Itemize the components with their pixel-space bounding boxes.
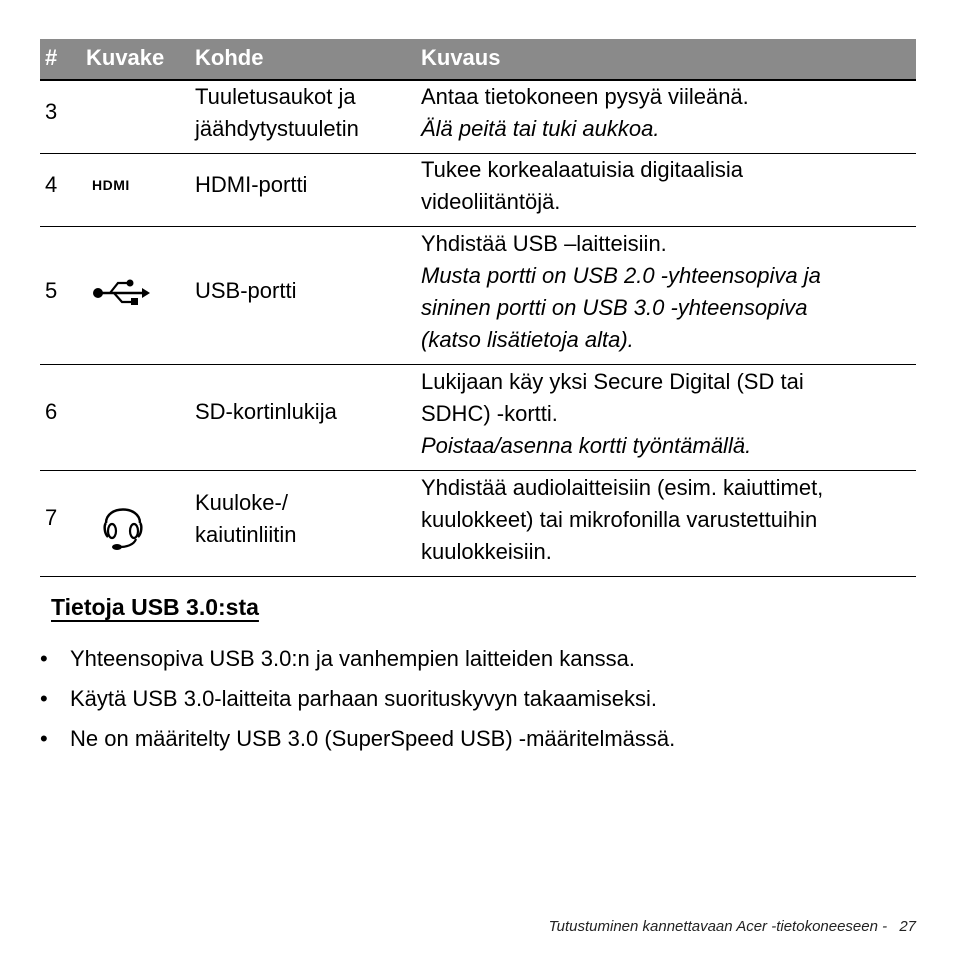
row-description bbox=[421, 154, 916, 218]
ports-table bbox=[40, 39, 916, 577]
section-heading bbox=[51, 594, 259, 621]
row-number: 5 bbox=[45, 278, 58, 303]
row-description bbox=[421, 81, 916, 145]
header-icon: Kuvake bbox=[86, 45, 165, 70]
desc-line: kuulokkeisiin. bbox=[421, 539, 552, 564]
target-line: Tuuletusaukot ja bbox=[195, 84, 356, 109]
desc-line: Yhdistää audiolaitteisiin (esim. kaiuttimet, bbox=[421, 475, 824, 500]
desc-line: Tukee korkealaatuisia digitaalisia bbox=[421, 157, 744, 182]
desc-line: Antaa tietokoneen pysyä viileänä. bbox=[421, 84, 749, 109]
desc-italic-line: Musta portti on USB 2.0 -yhteensopiva ja bbox=[421, 263, 821, 288]
table-row bbox=[40, 154, 916, 227]
desc-line: Lukijaan käy yksi Secure Digital (SD tai bbox=[421, 369, 804, 394]
row-number: 7 bbox=[45, 505, 58, 530]
row-number: 6 bbox=[45, 399, 58, 424]
bullet-list bbox=[40, 646, 675, 766]
desc-line: SDHC) -kortti. bbox=[421, 401, 558, 426]
row-target bbox=[195, 81, 359, 145]
list-item-text: Ne on määritelty USB 3.0 (SuperSpeed USB) -määritelmässä. bbox=[70, 726, 676, 751]
desc-line: videoliitäntöjä. bbox=[421, 189, 561, 214]
target-line: kaiutinliitin bbox=[195, 522, 297, 547]
page-footer bbox=[549, 918, 916, 935]
desc-line: Yhdistää USB –laitteisiin. bbox=[421, 231, 667, 256]
list-item bbox=[40, 686, 675, 726]
target-line: jäähdytystuuletin bbox=[195, 116, 359, 141]
table-row bbox=[40, 227, 916, 365]
headset-icon bbox=[96, 493, 150, 562]
row-number: 4 bbox=[45, 172, 58, 197]
bullet-icon: • bbox=[40, 646, 48, 671]
list-item bbox=[40, 646, 675, 686]
row-target bbox=[195, 487, 297, 551]
footer-text: Tutustuminen kannettavaan Acer -tietokoneeseen - bbox=[548, 918, 888, 935]
section-heading-text: Tietoja USB 3.0:sta bbox=[51, 594, 259, 620]
row-target bbox=[195, 169, 307, 201]
desc-italic-line: (katso lisätietoja alta). bbox=[421, 327, 634, 352]
header-desc: Kuvaus bbox=[421, 45, 501, 70]
row-number: 3 bbox=[45, 99, 58, 124]
usb-icon bbox=[90, 277, 152, 316]
desc-line: kuulokkeet) tai mikrofonilla varustettuihin bbox=[421, 507, 818, 532]
row-description bbox=[421, 472, 916, 568]
bullet-icon: • bbox=[40, 726, 48, 751]
desc-italic-line: sininen portti on USB 3.0 -yhteensopiva bbox=[421, 295, 808, 320]
list-item-text: Yhteensopiva USB 3.0:n ja vanhempien laitteiden kanssa. bbox=[70, 646, 636, 671]
desc-italic-line: Poistaa/asenna kortti työntämällä. bbox=[421, 433, 752, 458]
svg-text:HDMI: HDMI bbox=[92, 177, 130, 193]
target-line: USB-portti bbox=[195, 278, 297, 303]
bullet-icon: • bbox=[40, 686, 48, 711]
table-row bbox=[40, 365, 916, 471]
page-number: 27 bbox=[899, 918, 916, 935]
row-description bbox=[421, 366, 916, 462]
target-line: SD-kortinlukija bbox=[195, 399, 337, 424]
hdmi-icon bbox=[90, 172, 152, 205]
list-item bbox=[40, 726, 675, 766]
table-row bbox=[40, 471, 916, 577]
table-header bbox=[40, 39, 916, 81]
row-target bbox=[195, 396, 337, 428]
list-item-text: Käytä USB 3.0-laitteita parhaan suorituskyvyn takaamiseksi. bbox=[70, 686, 657, 711]
header-num: # bbox=[45, 45, 58, 70]
target-line: Kuuloke-/ bbox=[195, 490, 288, 515]
desc-italic-line: Älä peitä tai tuki aukkoa. bbox=[421, 116, 660, 141]
header-target: Kohde bbox=[195, 45, 264, 70]
table-row bbox=[40, 81, 916, 154]
row-target bbox=[195, 275, 296, 307]
target-line: HDMI-portti bbox=[195, 172, 308, 197]
row-description bbox=[421, 228, 916, 356]
